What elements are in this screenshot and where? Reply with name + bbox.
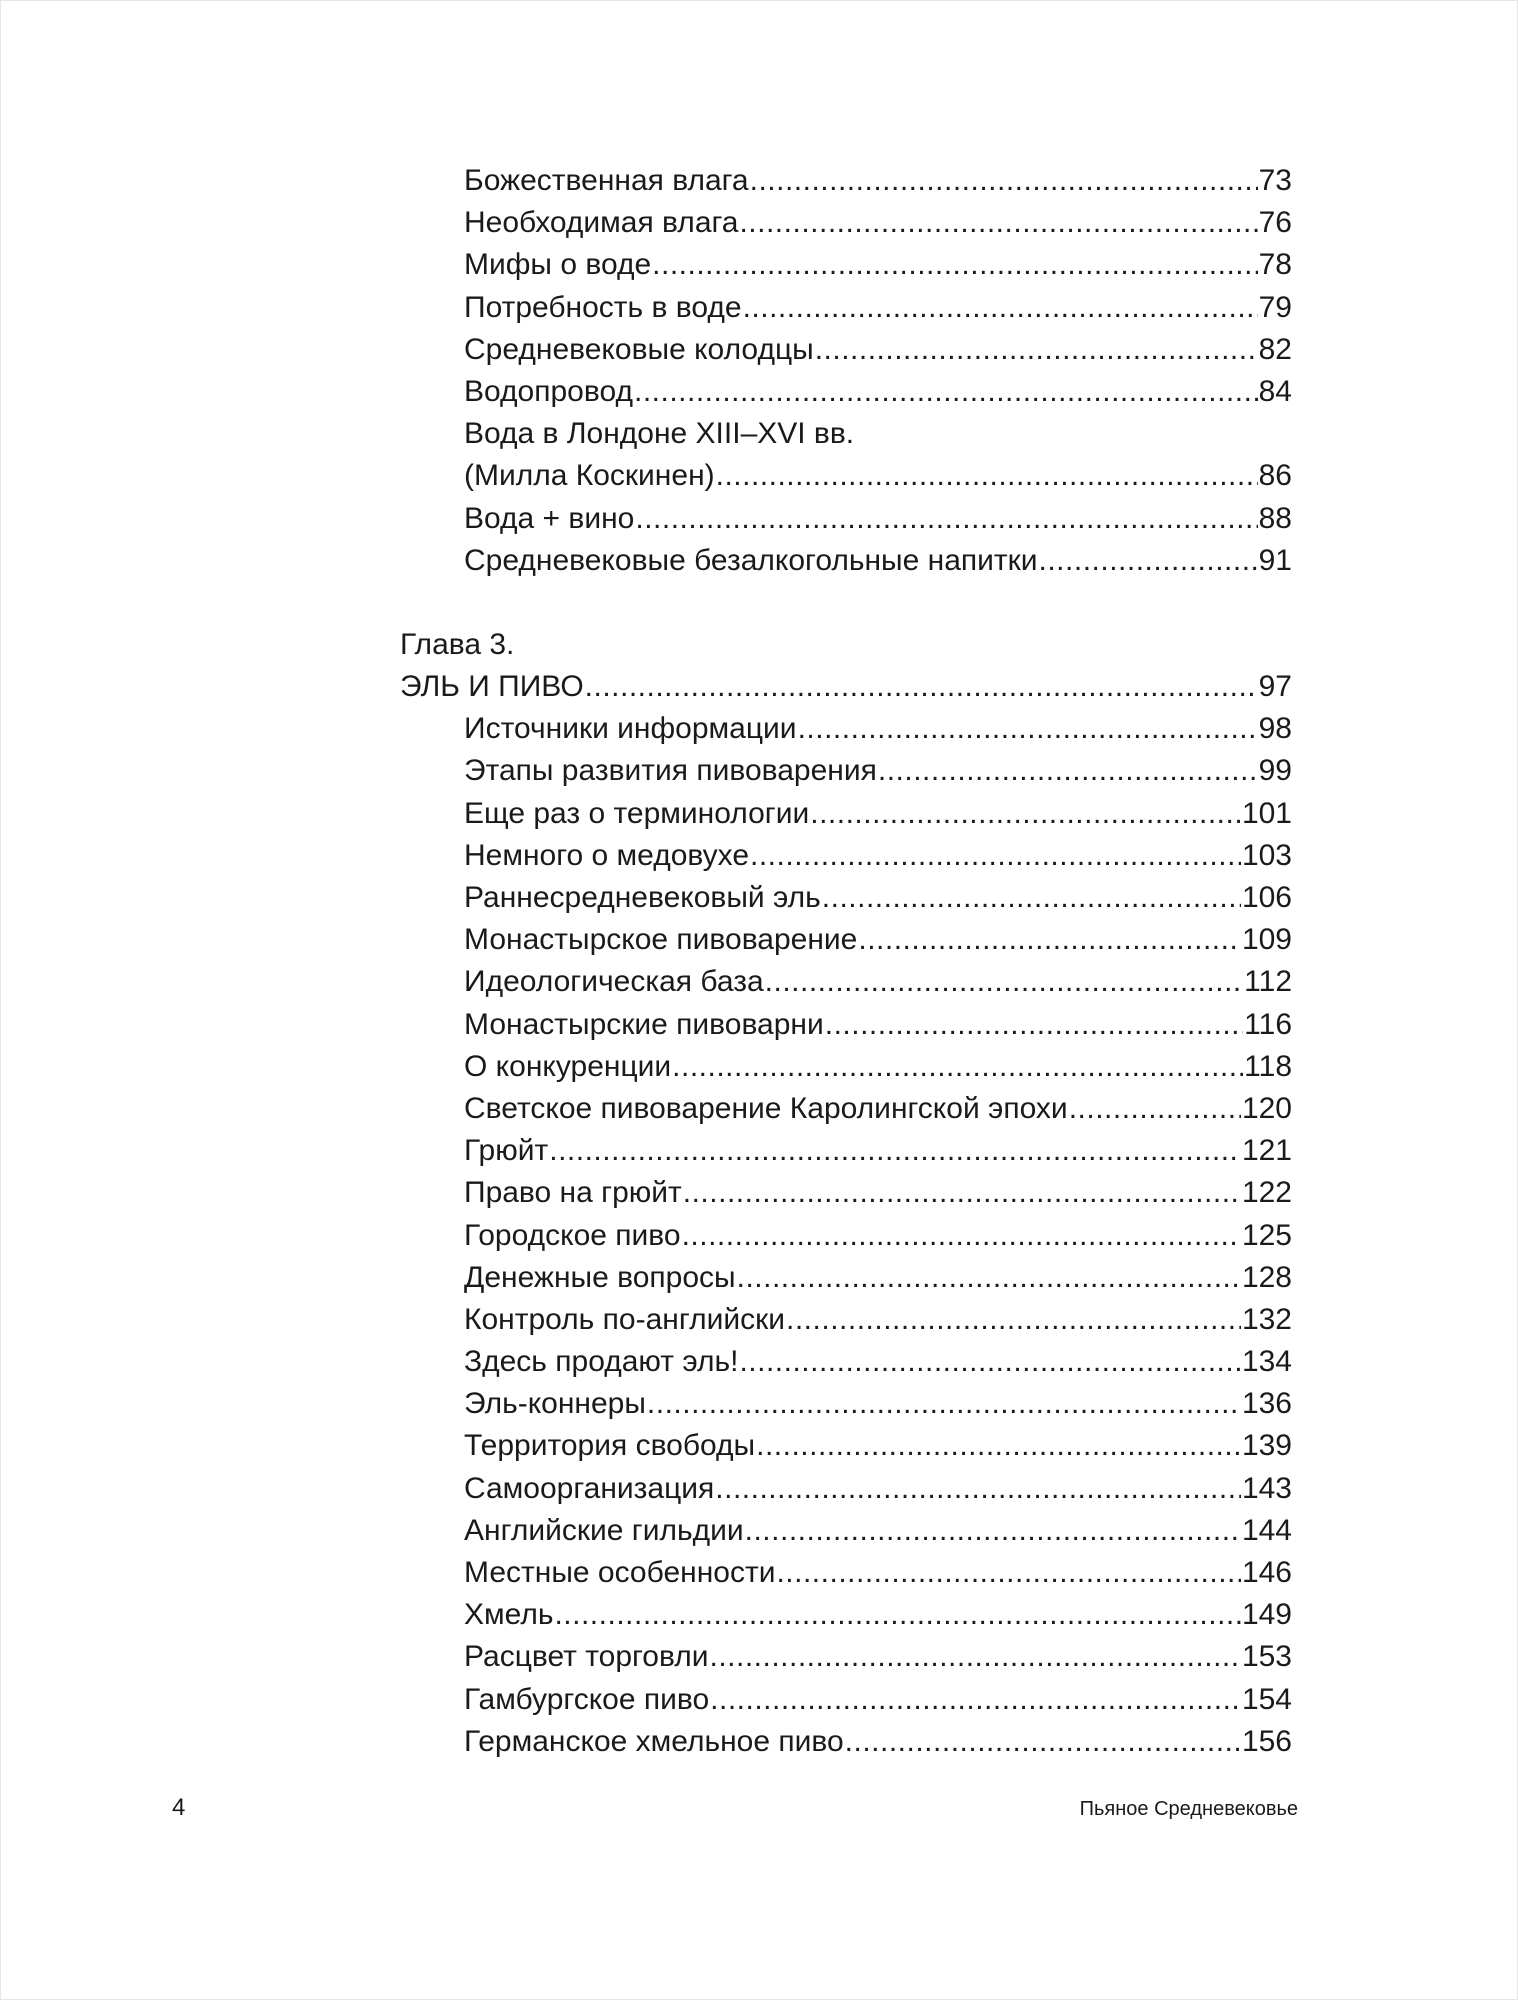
toc-entry-page: 99 (1258, 754, 1292, 788)
dot-leader (756, 1425, 1241, 1467)
toc-entry-page: 125 (1241, 1218, 1292, 1252)
toc-entry-title: Немного о медовухе (464, 838, 750, 872)
toc-entry-title: Грюйт (464, 1134, 549, 1168)
toc-entry-page: 116 (1244, 1007, 1292, 1041)
toc-entry-title: Монастырские пивоварни (464, 1007, 824, 1041)
toc-entry-page: 118 (1244, 1049, 1292, 1083)
dot-leader (647, 1383, 1241, 1425)
toc-entry-title: Хмель (464, 1598, 554, 1632)
dot-leader (635, 498, 1257, 540)
toc-entry-title: Английские гильдии (464, 1513, 744, 1547)
dot-leader (786, 1299, 1241, 1341)
toc-entry-title: Средневековые безалкогольные напитки (464, 543, 1038, 577)
dot-leader (810, 793, 1241, 835)
dot-leader (1069, 1088, 1241, 1130)
toc-entry[interactable] (400, 919, 1292, 961)
toc-entry-page: 79 (1258, 290, 1292, 324)
toc-entry-page: 121 (1241, 1134, 1292, 1168)
toc-entry[interactable] (400, 1172, 1292, 1214)
toc-entry-split-line2[interactable] (400, 455, 1292, 497)
dot-leader (743, 287, 1258, 329)
toc-entry-title: Мифы о воде (464, 248, 652, 282)
toc-entry-title: Божественная влага (464, 164, 749, 197)
toc-entry-page: 146 (1241, 1556, 1292, 1589)
toc-entry[interactable] (400, 793, 1292, 835)
toc-entry-title: Средневековые колодцы (464, 332, 814, 366)
toc-entry-title: Необходимая влага (464, 206, 739, 240)
toc-entry-page: 82 (1258, 332, 1292, 366)
toc-entry[interactable] (400, 1510, 1292, 1552)
dot-leader (825, 1004, 1243, 1046)
toc-entry[interactable] (400, 371, 1292, 413)
toc-entry-title: Территория свободы (464, 1429, 756, 1463)
toc-entry-title: Эль-коннеры (464, 1387, 646, 1421)
toc-entry-page: 106 (1241, 881, 1292, 914)
toc-entry-page: 154 (1241, 1682, 1292, 1716)
toc-entry-title: Местные особенности (464, 1556, 776, 1589)
dot-leader (739, 1341, 1240, 1383)
dot-leader (634, 371, 1258, 413)
toc-entry-title: Еще раз о терминологии (464, 796, 810, 830)
dot-leader (858, 919, 1241, 961)
toc-entry-title: Германское хмельное пиво (464, 1724, 844, 1758)
dot-leader (776, 1552, 1240, 1594)
dot-leader (822, 877, 1241, 919)
toc-entry-page: 112 (1244, 965, 1292, 999)
toc-entry[interactable] (400, 1721, 1292, 1763)
toc-entry[interactable] (400, 1130, 1292, 1172)
dot-leader (716, 455, 1258, 497)
table-of-contents (400, 160, 1292, 1763)
toc-entry-title: Потребность в воде (464, 290, 742, 324)
toc-entry[interactable] (400, 160, 1292, 202)
dot-leader (737, 1257, 1241, 1299)
toc-entry-title: Здесь продают эль! (464, 1345, 739, 1379)
toc-entry-title: Раннесредневековый эль (464, 881, 821, 914)
chapter-page: 97 (1258, 670, 1292, 704)
toc-entry-page: 149 (1241, 1598, 1292, 1632)
dot-leader (739, 202, 1257, 244)
toc-entry-page: 136 (1241, 1387, 1292, 1421)
toc-entry-title: Контроль по-английски (464, 1302, 786, 1336)
toc-group-ale-and-beer (400, 708, 1292, 1763)
toc-entry-page: 73 (1258, 164, 1292, 197)
dot-leader (750, 160, 1258, 202)
toc-entry[interactable] (400, 1088, 1292, 1130)
toc-entry-title: (Милла Коскинен) (464, 459, 715, 493)
dot-leader (672, 1046, 1243, 1088)
toc-entry-title: Расцвет торговли (464, 1640, 709, 1674)
toc-entry[interactable] (400, 961, 1292, 1003)
chapter-label-text: Глава 3. (400, 627, 515, 661)
toc-entry-page: 128 (1241, 1260, 1292, 1294)
toc-entry-page: 153 (1241, 1640, 1292, 1674)
dot-leader (683, 1172, 1241, 1214)
toc-entry-page: 84 (1258, 374, 1292, 408)
toc-entry[interactable] (400, 1594, 1292, 1636)
toc-entry[interactable] (400, 202, 1292, 244)
dot-leader (878, 750, 1258, 792)
toc-entry[interactable] (400, 540, 1292, 582)
footer-page-number: 4 (172, 1794, 186, 1821)
footer-book-title: Пьяное Средневековье (1079, 1798, 1298, 1820)
toc-entry-title: О конкуренции (464, 1049, 672, 1083)
chapter-title: ЭЛЬ И ПИВО (400, 670, 584, 704)
toc-entry-page: 88 (1258, 501, 1292, 535)
chapter-heading-entry[interactable] (400, 666, 1292, 708)
section-gap (400, 582, 1292, 624)
toc-entry-title: Водопровод (464, 374, 633, 408)
toc-group-water-2 (400, 498, 1292, 582)
toc-entry-title: Идеологическая база (464, 965, 764, 999)
toc-entry-title: Источники информации (464, 712, 797, 746)
dot-leader (682, 1215, 1241, 1257)
toc-entry-title: Вода + вино (464, 501, 635, 535)
dot-leader (1039, 540, 1258, 582)
toc-entry-page: 103 (1241, 838, 1292, 872)
toc-entry[interactable] (400, 750, 1292, 792)
toc-entry-page: 156 (1241, 1724, 1292, 1758)
toc-entry-page: 91 (1258, 543, 1292, 577)
toc-entry[interactable] (400, 1046, 1292, 1088)
toc-entry[interactable] (400, 1679, 1292, 1721)
toc-entry[interactable] (400, 244, 1292, 286)
dot-leader (815, 329, 1258, 371)
toc-entry-page: 86 (1258, 459, 1292, 493)
toc-entry-title: Самоорганизация (464, 1471, 715, 1505)
toc-entry[interactable] (400, 1215, 1292, 1257)
dot-leader (554, 1594, 1240, 1636)
dot-leader (745, 1510, 1241, 1552)
dot-leader (585, 666, 1258, 708)
toc-entry-page: 143 (1241, 1471, 1292, 1505)
toc-entry-page: 76 (1258, 206, 1292, 240)
toc-entry-page: 101 (1241, 796, 1292, 830)
toc-entry-page: 78 (1258, 248, 1292, 282)
toc-entry[interactable] (400, 1552, 1292, 1594)
toc-entry[interactable] (400, 287, 1292, 329)
toc-entry[interactable] (400, 1425, 1292, 1467)
toc-entry-page: 132 (1241, 1302, 1292, 1336)
toc-entry[interactable] (400, 1636, 1292, 1678)
toc-entry-split-line1[interactable] (400, 413, 1292, 455)
toc-entry[interactable] (400, 329, 1292, 371)
toc-entry-page: 134 (1241, 1345, 1292, 1379)
toc-entry-title: Денежные вопросы (464, 1260, 736, 1294)
toc-entry-page: 139 (1241, 1429, 1292, 1463)
chapter-label (400, 624, 1292, 666)
dot-leader (715, 1468, 1241, 1510)
dot-leader (549, 1130, 1241, 1172)
toc-entry[interactable] (400, 1004, 1292, 1046)
toc-entry-page: 122 (1241, 1176, 1292, 1210)
toc-entry-title: Светское пивоварение Каролингской эпохи (464, 1091, 1068, 1125)
toc-entry[interactable] (400, 835, 1292, 877)
toc-entry-page: 109 (1241, 923, 1292, 957)
toc-group-water (400, 160, 1292, 413)
toc-entry[interactable] (400, 1341, 1292, 1383)
toc-entry-title: Гамбургское пиво (464, 1682, 710, 1716)
toc-entry[interactable] (400, 708, 1292, 750)
dot-leader (710, 1636, 1241, 1678)
dot-leader (710, 1679, 1241, 1721)
toc-entry-title: Этапы развития пивоварения (464, 754, 877, 788)
toc-entry-page: 120 (1241, 1091, 1292, 1125)
dot-leader (798, 708, 1258, 750)
toc-entry-title: Вода в Лондоне XIII–XVI вв. (464, 417, 855, 451)
toc-entry-title: Право на грюйт (464, 1176, 682, 1210)
toc-entry-page: 98 (1258, 712, 1292, 746)
toc-entry[interactable] (400, 1468, 1292, 1510)
toc-entry-page: 144 (1241, 1513, 1292, 1547)
dot-leader (750, 835, 1241, 877)
toc-entry[interactable] (400, 1299, 1292, 1341)
toc-entry[interactable] (400, 1383, 1292, 1425)
toc-entry-title: Городское пиво (464, 1218, 681, 1252)
dot-leader (652, 244, 1257, 286)
dot-leader (845, 1721, 1241, 1763)
dot-leader (765, 961, 1244, 1003)
toc-entry[interactable] (400, 877, 1292, 919)
toc-entry[interactable] (400, 498, 1292, 540)
toc-entry[interactable] (400, 1257, 1292, 1299)
toc-entry-title: Монастырское пивоварение (464, 923, 858, 957)
